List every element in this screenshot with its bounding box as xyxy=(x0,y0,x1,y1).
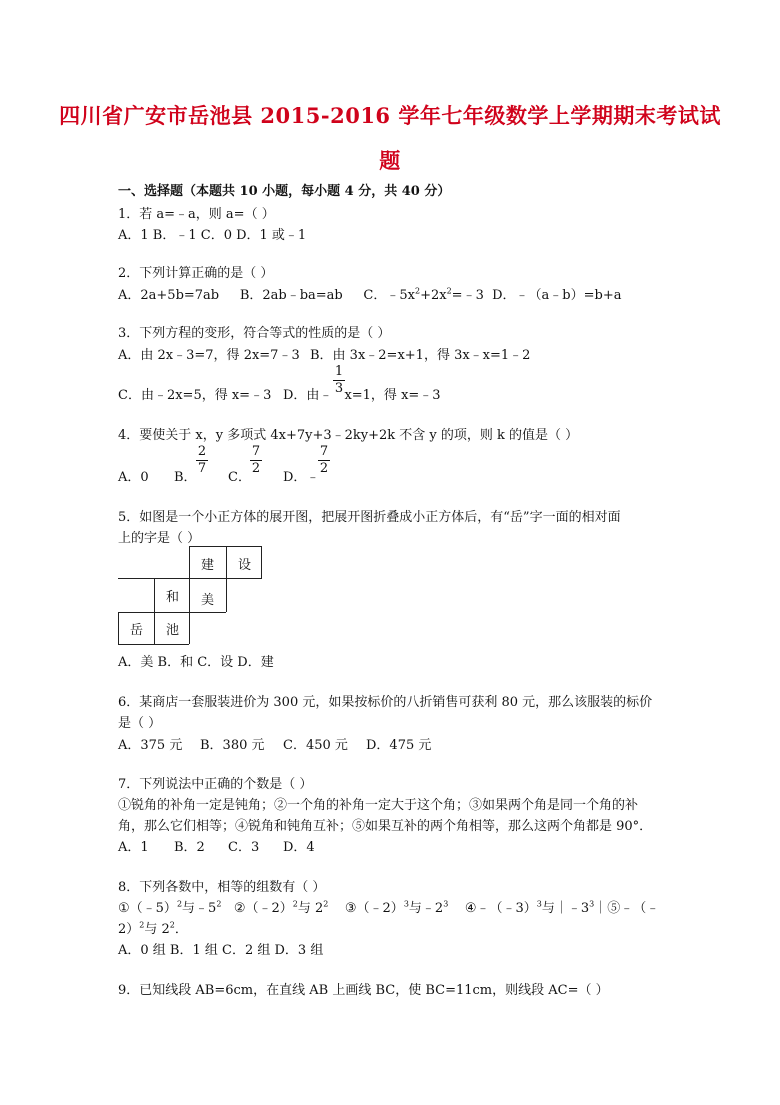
option-c: C．450 元 xyxy=(283,738,348,753)
option-d: D．475 元 xyxy=(366,738,432,753)
document-title-line2: 题 xyxy=(379,148,401,173)
question-7-statements-line2: 角，那么它们相等；④锐角和钝角互补；⑤如果互补的两个角相等，那么这两个角都是 90°． xyxy=(118,819,653,834)
question-8-items-line1: ①（﹣5）$^2$与$﹣5^2$ ②（﹣2）$^2$与 $2^2$ ③（﹣2）$^3$与$﹣2^3$ ④﹣（﹣3）$^3$与$|﹣3^3|⑤﹣(﹣$ xyxy=(118,899,660,916)
option-d: D．4 xyxy=(283,840,315,855)
question-1-stem: 1．若 a=﹣a，则 a=（ ） xyxy=(118,207,275,222)
net-line xyxy=(118,644,189,645)
fraction-d: 7 2 xyxy=(319,444,329,476)
net-line xyxy=(261,546,262,578)
question-7-stem: 7．下列说法中正确的个数是（ ） xyxy=(118,777,313,792)
option-b: B．380 元 xyxy=(200,738,265,753)
question-2-options xyxy=(118,284,621,303)
cell-she: 设 xyxy=(237,557,251,573)
option-a: A．0 xyxy=(118,470,149,485)
question-5-stem-line1: 5．如图是一个小正方体的展开图，把展开图折叠成小正方体后，有“岳”字一面的相对面 xyxy=(118,510,621,525)
option-b: B．由 3x﹣2=x+1，得 3x﹣x=1﹣2 xyxy=(310,348,531,363)
fraction-b: 2 7 xyxy=(197,444,207,476)
option-a: A．375 元 xyxy=(118,738,183,753)
fraction-one-third: 1 3 xyxy=(334,364,344,396)
cell-yue: 岳 xyxy=(129,622,143,638)
option-a: A．2a+5b=7ab xyxy=(118,288,220,303)
question-4-stem: 4．要使关于 x，y 多项式 4x+7y+3﹣2ky+2k 不含 y 的项，则 k 的值是（ ） xyxy=(118,428,579,443)
cell-jian: 建 xyxy=(200,557,214,573)
fraction-c: 7 2 xyxy=(251,444,261,476)
option-b: B．2 xyxy=(174,840,205,855)
cell-he: 和 xyxy=(165,589,179,605)
option-b: B．2ab﹣ba=ab xyxy=(239,288,343,303)
question-8-options: A．0 组 B．1 组 C．2 组 D．3 组 xyxy=(118,943,324,958)
question-9-stem: 9．已知线段 AB=6cm，在直线 AB 上画线 BC，使 BC=11cm，则线段 AC=（ ） xyxy=(118,983,609,998)
net-line xyxy=(154,578,155,644)
option-a: A．1 xyxy=(118,840,149,855)
net-line xyxy=(118,578,262,579)
cell-mei: 美 xyxy=(200,592,214,608)
net-line xyxy=(118,612,119,644)
question-8-items-line2: 2）$^2$与 $2^2$． xyxy=(118,920,188,937)
option-a: A．由 2x﹣3=7，得 2x=7﹣3 xyxy=(118,348,300,363)
option-c: C．$﹣5x^2+2x^2=﹣3$ xyxy=(363,286,484,303)
document-title-line1: 四川省广安市岳池县 2015-2016 学年七年级数学上学期期末考试试 xyxy=(59,103,721,128)
question-5-options: A．美 B．和 C．设 D．建 xyxy=(118,655,274,670)
option-d: D．﹣（a﹣b）=b+a xyxy=(492,288,622,303)
question-5-stem-line2: 上的字是（ ） xyxy=(118,531,201,546)
question-6-stem-line2: 是（ ） xyxy=(118,716,162,731)
net-line xyxy=(189,546,190,644)
question-8-stem: 8．下列各数中，相等的组数有（ ） xyxy=(118,880,326,895)
option-b: B． xyxy=(174,470,197,485)
option-d: D．由﹣ x=1，得 x=﹣3 xyxy=(283,388,441,403)
net-line xyxy=(226,546,227,612)
question-6-stem-line1: 6．某商店一套服装进价为 300 元，如果按标价的八折销售可获利 80 元，那么该服装的标价 xyxy=(118,695,653,710)
option-d: D．﹣ xyxy=(283,470,320,485)
question-1-options: A．1 B．﹣1 C．0 D．1 或﹣1 xyxy=(118,228,307,243)
section-heading: 一、选择题（本题共 10 小题，每小题 4 分，共 40 分） xyxy=(118,184,451,199)
net-line xyxy=(118,612,226,613)
question-2-stem: 2．下列计算正确的是（ ） xyxy=(118,266,274,281)
option-c: C．由﹣2x=5，得 x=﹣3 xyxy=(118,388,272,403)
option-c: C．3 xyxy=(228,840,260,855)
option-c: C． xyxy=(228,470,251,485)
cell-chi: 池 xyxy=(165,622,179,638)
question-7-statements-line1: ①锐角的补角一定是钝角；②一个角的补角一定大于这个角；③如果两个角是同一个角的补 xyxy=(118,798,639,813)
question-3-stem: 3．下列方程的变形，符合等式的性质的是（ ） xyxy=(118,326,391,341)
